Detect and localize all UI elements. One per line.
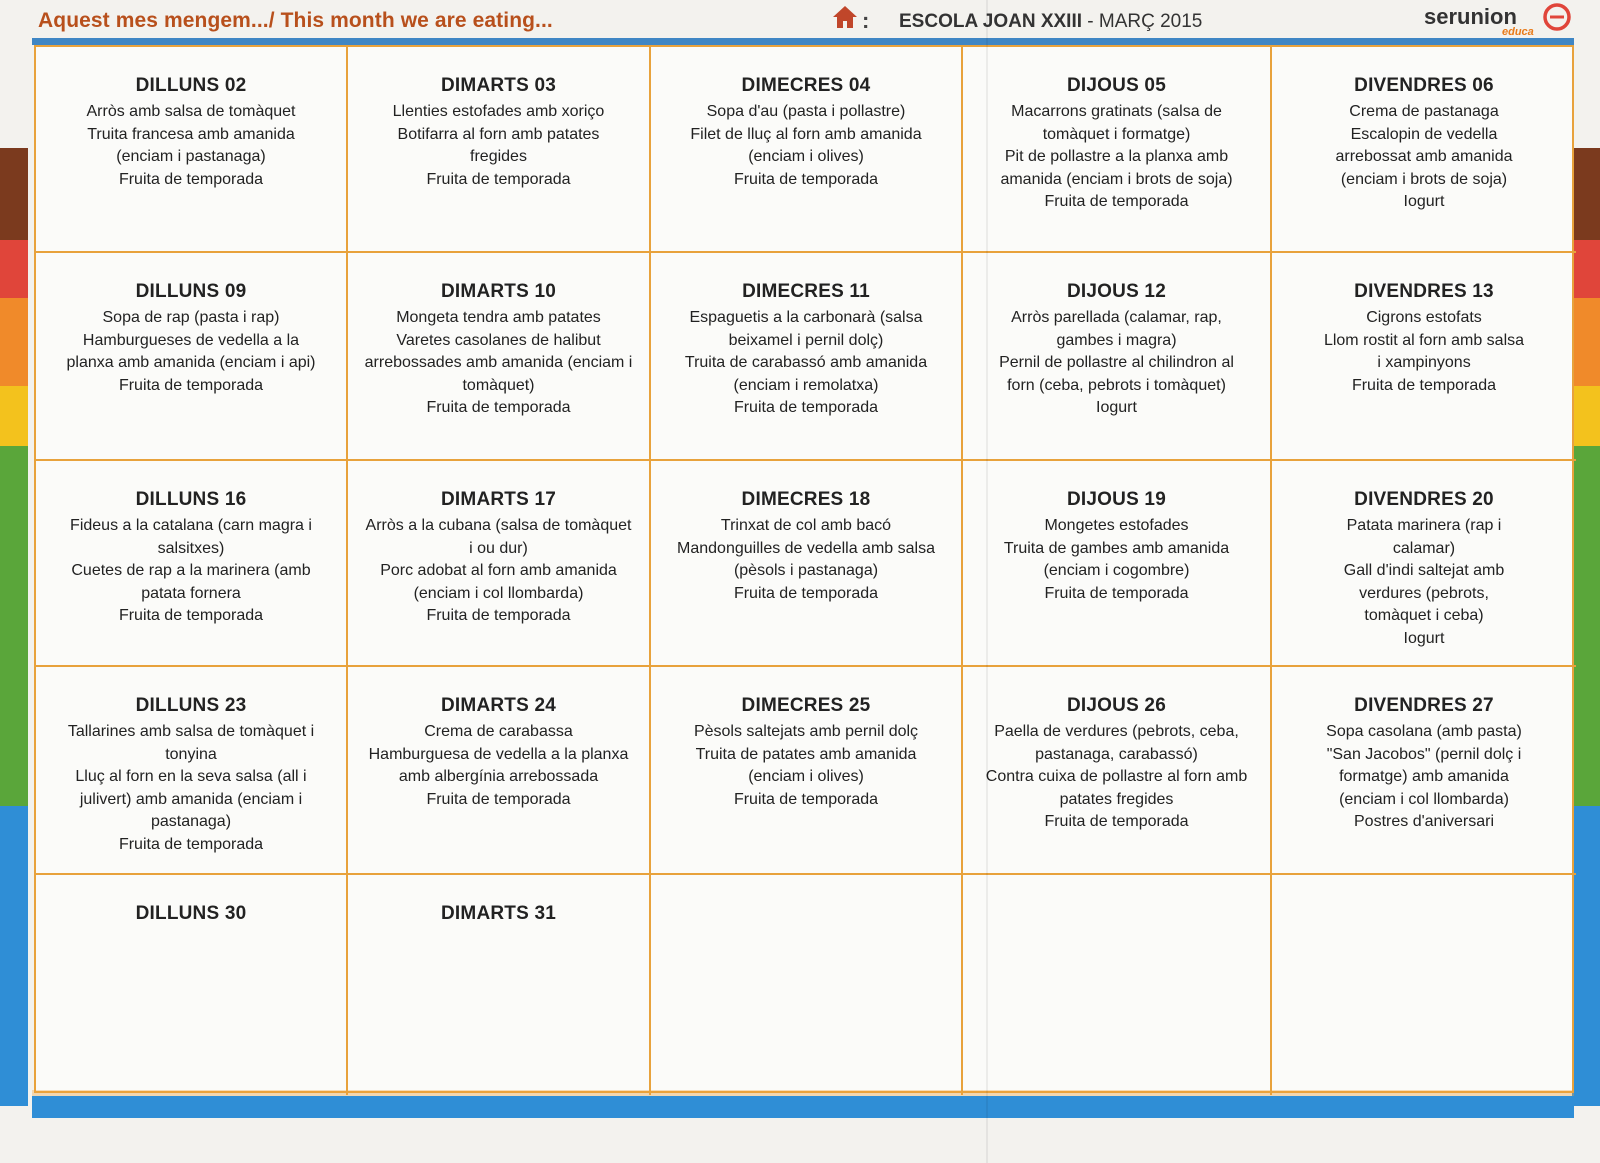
- header-divider: [32, 38, 1574, 45]
- dish-line: forn (ceba, pebrots i tomàquet): [1007, 376, 1226, 394]
- dish-line: gambes i magra): [1056, 331, 1177, 349]
- dish-line: Fideus a la catalana (carn magra i: [70, 517, 312, 534]
- dish-line: Fruita de temporada: [118, 376, 264, 394]
- home-separator: :: [862, 8, 870, 33]
- dish-line: Escalopin de vedella: [1350, 125, 1498, 143]
- dish-line: pastanaga): [150, 813, 232, 830]
- dish-line: Fruita de temporada: [733, 170, 879, 188]
- dish-line: arrebossat amb amanida: [1335, 148, 1513, 165]
- bottom-bar: [32, 1096, 1574, 1118]
- dish-line: calamar): [1392, 539, 1456, 557]
- menu-cell: [963, 461, 1272, 667]
- dish-line: i ou dur): [469, 539, 528, 557]
- dish-line: Postres d'aniversari: [1354, 813, 1494, 830]
- home-icon: [832, 4, 858, 30]
- dish-line: verdures (pebrots,: [1359, 584, 1489, 602]
- dish-line: Varetes casolanes de halibut: [396, 331, 601, 349]
- dish-line: (enciam i pastanaga): [116, 148, 266, 165]
- dish-line: Fruita de temporada: [1044, 813, 1189, 830]
- dish-line: Truita de carabassó amb amanida: [684, 354, 928, 371]
- menu-cell: [1272, 253, 1576, 461]
- dish-line: Fruita de temporada: [1044, 584, 1189, 602]
- menu-cell: [651, 875, 963, 1095]
- school-name: ESCOLA JOAN XXIII: [899, 11, 1082, 32]
- menu-cell: [963, 875, 1272, 1095]
- logo-e-icon: [1542, 2, 1572, 32]
- dish-line: Fruita de temporada: [1044, 193, 1189, 210]
- dish-line: amanida (enciam i brots de soja): [1000, 170, 1233, 188]
- day-label: DIMECRES 25: [741, 695, 871, 716]
- day-label: DILLUNS 02: [135, 75, 247, 96]
- menu-cell: [348, 47, 651, 253]
- right-color-stripe-1: [1572, 148, 1600, 240]
- dish-line: Arròs amb salsa de tomàquet: [86, 103, 296, 120]
- dish-line: Paella de verdures (pebrots, ceba,: [994, 723, 1239, 740]
- dish-line: (enciam i col llombarda): [1339, 790, 1509, 808]
- dish-line: beixamel i pernil dolç): [728, 331, 884, 349]
- dish-line: (pèsols i pastanaga): [733, 562, 879, 579]
- left-color-stripe-4: [0, 386, 28, 446]
- dish-line: Llenties estofades amb xoriço: [392, 103, 605, 120]
- dish-line: Cuetes de rap a la marinera (amb: [71, 562, 311, 579]
- dish-line: julivert) amb amanida (enciam i: [79, 790, 303, 808]
- day-label: DILLUNS 23: [135, 695, 247, 716]
- day-label: DIJOUS 26: [1067, 695, 1166, 716]
- dish-line: i xampinyons: [1377, 354, 1471, 371]
- dish-line: Pit de pollastre a la planxa amb: [1004, 148, 1229, 165]
- dish-line: Mongeta tendra amb patates: [396, 309, 601, 326]
- dish-line: Fruita de temporada: [733, 790, 879, 808]
- page-fold: [986, 0, 988, 1163]
- dish-line: (enciam i cogombre): [1043, 562, 1190, 579]
- day-label: DIVENDRES 13: [1354, 281, 1494, 302]
- dish-line: Lluç al forn en la seva salsa (all i: [75, 768, 307, 785]
- day-label: DIJOUS 12: [1067, 281, 1166, 302]
- menu-cell: [348, 253, 651, 461]
- day-label: DIJOUS 19: [1067, 489, 1166, 510]
- menu-cell: [1272, 47, 1576, 253]
- dish-line: amb albergínia arrebossada: [398, 768, 599, 785]
- dish-line: tomàquet i formatge): [1042, 125, 1191, 143]
- dish-line: Crema de carabassa: [424, 723, 573, 740]
- menu-cell: [348, 461, 651, 667]
- left-color-stripe-6: [0, 806, 28, 1106]
- dish-line: formatge) amb amanida: [1339, 768, 1509, 785]
- dish-line: (enciam i remolatxa): [733, 376, 879, 394]
- school-label: [899, 11, 1202, 33]
- dish-line: tomàquet i ceba): [1364, 607, 1484, 624]
- dish-line: Trinxat de col amb bacó: [720, 517, 892, 534]
- dish-line: Fruita de temporada: [426, 170, 571, 188]
- dish-line: Fruita de temporada: [1351, 376, 1497, 394]
- school-month: - MARÇ 2015: [1082, 11, 1203, 32]
- dish-line: Pèsols saltejats amb pernil dolç: [693, 723, 919, 740]
- dish-line: Truita de patates amb amanida: [695, 745, 917, 763]
- menu-cell: [651, 47, 963, 253]
- menu-cell: [963, 47, 1272, 253]
- dish-line: Crema de pastanaga: [1349, 103, 1499, 120]
- dish-line: patates fregides: [1059, 790, 1174, 808]
- day-label: DIMECRES 11: [742, 281, 870, 302]
- menu-cell: [963, 253, 1272, 461]
- dish-line: Fruita de temporada: [733, 584, 879, 602]
- dish-line: Hamburguesa de vedella a la planxa: [368, 745, 629, 763]
- left-color-stripe-3: [0, 298, 28, 386]
- dish-line: Mongetes estofades: [1044, 517, 1189, 534]
- left-color-stripe-5: [0, 446, 28, 806]
- right-color-stripe-6: [1572, 806, 1600, 1106]
- dish-line: Fruita de temporada: [426, 399, 571, 416]
- dish-line: Iogurt: [1096, 399, 1137, 416]
- dish-line: Fruita de temporada: [733, 399, 879, 416]
- page-header: [0, 0, 1600, 40]
- dish-line: Patata marinera (rap i: [1346, 517, 1502, 534]
- dish-line: fregides: [470, 148, 527, 165]
- dish-line: tomàquet): [462, 376, 535, 394]
- serunion-logo: [1424, 2, 1582, 40]
- menu-cell: [1272, 875, 1576, 1095]
- menu-cell: [36, 667, 348, 875]
- dish-line: Fruita de temporada: [118, 835, 264, 853]
- dish-line: Arròs parellada (calamar, rap,: [1011, 309, 1222, 326]
- day-label: DIMARTS 24: [441, 695, 556, 716]
- dish-line: Porc adobat al forn amb amanida: [380, 562, 617, 579]
- day-label: DILLUNS 16: [135, 489, 247, 510]
- day-label: DIVENDRES 27: [1354, 695, 1494, 716]
- dish-line: Pernil de pollastre al chilindron al: [999, 354, 1234, 371]
- day-label: DILLUNS 09: [135, 281, 247, 302]
- logo-word: serunion: [1424, 4, 1517, 29]
- dish-line: Sopa d'au (pasta i pollastre): [706, 103, 906, 120]
- dish-line: Llom rostit al forn amb salsa: [1323, 331, 1525, 349]
- right-color-stripe-4: [1572, 386, 1600, 446]
- dish-line: Fruita de temporada: [118, 170, 264, 188]
- menu-cell: [36, 47, 348, 253]
- day-label: DIMARTS 17: [441, 489, 556, 510]
- day-label: DIMECRES 04: [741, 75, 871, 96]
- menu-cell: [651, 253, 963, 461]
- dish-line: Truita de gambes amb amanida: [1003, 539, 1230, 557]
- menu-cell: [348, 667, 651, 875]
- left-color-stripe-2: [0, 240, 28, 298]
- dish-line: salsitxes): [157, 539, 225, 557]
- logo-sub: educa: [1502, 26, 1534, 38]
- dish-line: Contra cuixa de pollastre al forn amb: [985, 768, 1248, 785]
- menu-cell: [348, 875, 651, 1095]
- dish-line: Tallarines amb salsa de tomàquet i: [67, 723, 315, 740]
- menu-cell: [36, 253, 348, 461]
- page-title: Aquest mes mengem.../ This month we are eating...: [38, 9, 553, 32]
- menu-cell: [36, 875, 348, 1095]
- left-color-stripe-1: [0, 148, 28, 240]
- day-label: DIMARTS 03: [441, 75, 556, 96]
- day-label: DIMARTS 10: [441, 281, 556, 302]
- dish-line: Botifarra al forn amb patates: [397, 125, 600, 143]
- dish-line: planxa amb amanida (enciam i api): [66, 354, 316, 371]
- dish-line: Fruita de temporada: [118, 607, 264, 624]
- menu-cell: [963, 667, 1272, 875]
- dish-line: "San Jacobos" (pernil dolç i: [1326, 745, 1522, 763]
- menu-cell: [651, 667, 963, 875]
- right-color-stripe-2: [1572, 240, 1600, 298]
- menu-cell: [1272, 461, 1576, 667]
- day-label: DILLUNS 30: [135, 903, 247, 924]
- dish-line: Mandonguilles de vedella amb salsa: [677, 539, 935, 557]
- dish-line: (enciam i olives): [748, 148, 864, 165]
- dish-line: Fruita de temporada: [426, 607, 571, 624]
- dish-line: Gall d'indi saltejat amb: [1343, 562, 1505, 579]
- day-label: DIVENDRES 20: [1354, 489, 1494, 510]
- day-label: DIMARTS 31: [441, 903, 556, 924]
- dish-line: Iogurt: [1403, 193, 1445, 210]
- right-color-stripe-5: [1572, 446, 1600, 806]
- menu-cell: [36, 461, 348, 667]
- dish-line: Filet de lluç al forn amb amanida: [690, 125, 922, 143]
- dish-line: Fruita de temporada: [426, 790, 571, 808]
- menu-cell: [651, 461, 963, 667]
- dish-line: Arròs a la cubana (salsa de tomàquet: [365, 517, 632, 534]
- menu-cell: [1272, 667, 1576, 875]
- dish-line: Hamburgueses de vedella a la: [82, 331, 300, 349]
- dish-line: Iogurt: [1403, 629, 1445, 647]
- dish-line: patata fornera: [141, 584, 241, 602]
- menu-grid: [34, 45, 1574, 1093]
- right-color-stripe-3: [1572, 298, 1600, 386]
- dish-line: (enciam i col llombarda): [413, 584, 584, 602]
- dish-line: Truita francesa amb amanida: [87, 125, 295, 143]
- dish-line: arrebossades amb amanida (enciam i: [364, 354, 633, 371]
- dish-line: (enciam i olives): [748, 768, 864, 785]
- dish-line: Espaguetis a la carbonarà (salsa: [689, 309, 923, 326]
- dish-line: (enciam i brots de soja): [1340, 170, 1508, 188]
- dish-line: Sopa de rap (pasta i rap): [102, 309, 280, 326]
- dish-line: Cigrons estofats: [1366, 309, 1482, 326]
- dish-line: Macarrons gratinats (salsa de: [1011, 103, 1222, 120]
- dish-line: tonyina: [165, 745, 217, 763]
- dish-line: Sopa casolana (amb pasta): [1326, 723, 1522, 740]
- day-label: DIVENDRES 06: [1354, 75, 1494, 96]
- dish-line: pastanaga, carabassó): [1035, 745, 1198, 763]
- day-label: DIJOUS 05: [1067, 75, 1166, 96]
- day-label: DIMECRES 18: [741, 489, 871, 510]
